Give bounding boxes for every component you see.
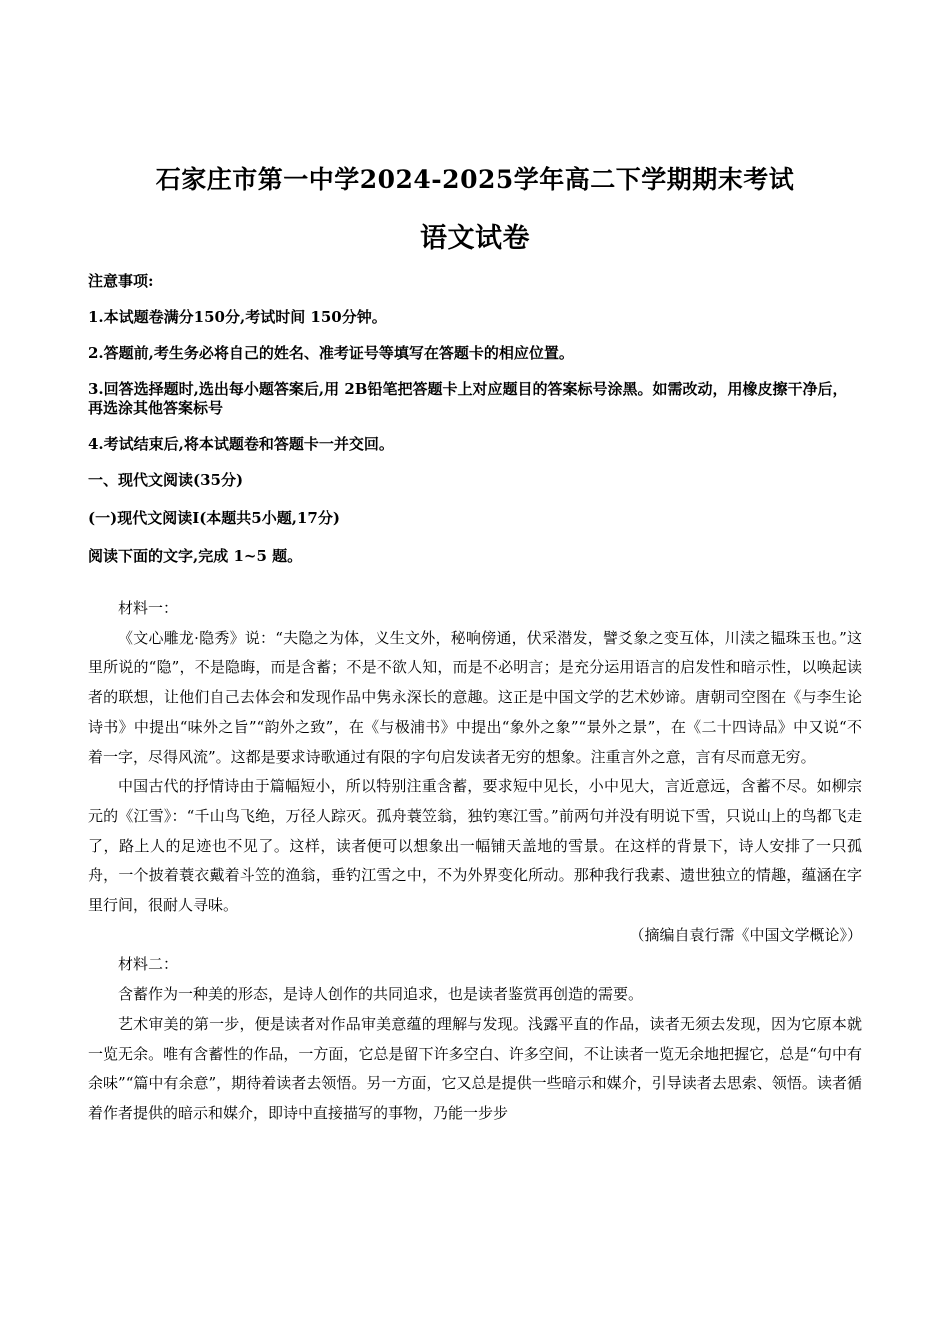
note-item: 1.本试题卷满分150分,考试时间 150分钟。 [88,308,387,326]
note-item: 3.回答选择题时,选出每小题答案后,用 2B铅笔把答题卡上对应题目的答案标号涂黑。如需改动，用橡皮擦干净后，再选涂其他答案标号 [88,380,848,417]
reading-passage [88,594,862,1129]
material-label: 材料一： [118,599,179,617]
material-label: 材料二： [118,955,179,974]
passage-paragraph: 含蓄作为一种美的形态，是诗人创作的共同追求，也是读者鉴赏再创造的需要。 [118,985,644,1004]
note-item: 2.答题前,考生务必将自己的姓名、准考证号等填写在答题卡的相应位置。 [88,344,574,362]
reading-instruction: 阅读下面的文字,完成 1~5 题。 [88,547,303,565]
exam-title: 石家庄市第一中学2024-2025学年高二下学期期末考试 [155,165,795,194]
note-item: 4.考试结束后,将本试题卷和答题卡一并交回。 [88,435,394,453]
notes-heading: 注意事项: [88,272,154,290]
exam-subtitle: 语文试卷 [420,223,530,254]
passage-paragraph: 《文心雕龙·隐秀》说：“夫隐之为体，义生文外，秘响傍通，伏采潜发，譬爻象之变互体，川渎之韫珠玉也。”这里所说的“隐”，不是隐晦，而是含蓄；不是不欲人知，而是不必明言；是充分运用语言的启发性和暗示性，以唤起读者的联想，让他们自己去体会和发现作品中隽永深长的意趣。这正是中国文学的艺术妙谛。唐朝司空图在《与李生论诗书》中提出“味外之旨”“韵外之致”，在《与极浦书》中提出“象外之象”“景外之景”，在《二十四诗品》中又说“不着一字，尽得风流”。这都是要求诗歌通过有限的字句启发读者无穷的想象。注重言外之意，言有尽而意无穷。 [88,628,862,766]
subsection-heading: (一)现代文阅读Ⅰ(本题共5小题,17分) [88,509,340,527]
section-heading: 一、现代文阅读(35分) [88,471,244,489]
source-citation: （摘编自袁行霈《中国文学概论》） [629,925,862,944]
passage-paragraph: 中国古代的抒情诗由于篇幅短小，所以特别注重含蓄，要求短中见长，小中见大，言近意远，含蓄不尽。如柳宗元的《江雪》：“千山鸟飞绝，万径人踪灭。孤舟蓑笠翁，独钓寒江雪。”前两句并没有明说下雪，只说山上的鸟都飞走了，路上人的足迹也不见了。这样，读者便可以想象出一幅铺天盖地的雪景。在这样的背景下，诗人安排了一只孤舟，一个披着蓑衣戴着斗笠的渔翁，垂钓江雪之中，不为外界变化所动。那种我行我素、遗世独立的情趣，蕴涵在字里行间，很耐人寻味。 [88,777,862,915]
passage-paragraph: 艺术审美的第一步，便是读者对作品审美意蕴的理解与发现。浅露平直的作品，读者无须去发现，因为它原本就一览无余。唯有含蓄性的作品，一方面，它总是留下许多空白、许多空间，不让读者一览无余地把握它，总是“句中有余味”“篇中有余意”，期待着读者去领悟。另一方面，它又总是提供一些暗示和媒介，引导读者去思索、领悟。读者循着作者提供的暗示和媒介，即诗中直接描写的事物，乃能一步步 [88,1014,862,1122]
notes-block [88,272,862,585]
